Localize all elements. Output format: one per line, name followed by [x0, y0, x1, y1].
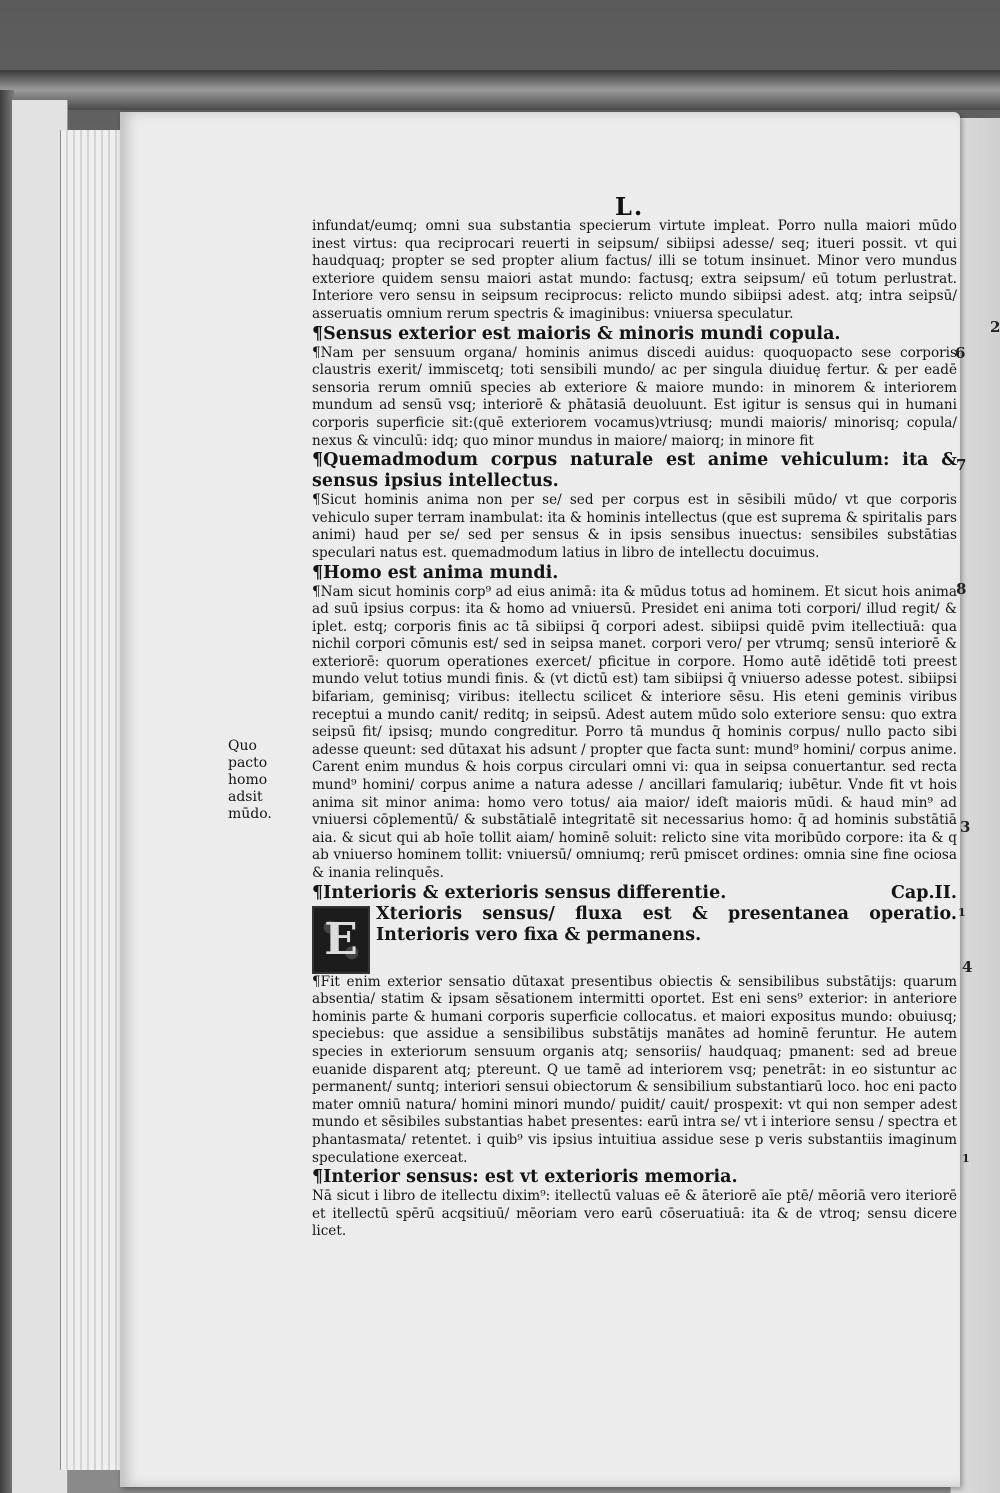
- paragraph: ¶Nam per sensuum organa/ hominis animus discedi auidus: quoquopacto sese corporis claustris exerit/ immiscetq; toti sensibili mundo/ ac per singula diuiduę fertur. & per eadē sensoria rerum omniū species ab exteriore & maiore mundo: in minorem & interiorem mundum ad sensū vsq; interiorē & phātasiā deuoluunt. Est igitur is sensus qui in humani corporis superficie sit:(quē exteriorem vocamus)vtriusq; mundi maioris/ minorisq; copula/ nexus & vinculū: idq; quo minor mundus in maiore/ maiorq; in minore fit: [312, 344, 957, 449]
- margin-number: 3: [960, 818, 971, 836]
- margin-number: 8: [956, 580, 967, 598]
- margin-number: 6: [955, 344, 966, 362]
- decorated-initial: E: [312, 906, 370, 974]
- book-binding-top: [0, 70, 1000, 110]
- section-heading: ¶Homo est anima mundi.: [312, 562, 559, 583]
- margin-number: 1: [958, 906, 966, 919]
- chapter-first-heading: Xterioris sensus/ fluxa est & presentanea operatio. Interioris vero fixa & permanens.: [376, 903, 957, 945]
- chapter-heading: ¶Interioris & exterioris sensus differentie.: [312, 882, 727, 903]
- margin-number: 4: [962, 958, 973, 976]
- chapter-label: Cap.II.: [890, 882, 957, 903]
- main-text-block: [312, 218, 957, 1241]
- chapter-opening: [312, 904, 957, 974]
- paragraph: ¶Sicut hominis anima non per se/ sed per corpus est in sēsibili mūdo/ vt que corporis vehiculo super terram inambulat: ita & hominis intellectus (que est suprema & spiritalis pars animi) haud per se/ sed per sensus & in ipsis sensibus inuectus: sensibiles substātias speculari natus est. quemadmodum latius in libro de intellectu docuimus.: [312, 492, 957, 561]
- paragraph: infundat/eumq; omni sua substantia specierum virtute impleat. Porro nulla maiori mūdo inest virtus: qua reciprocari reuerti in seipsum/ sibiipsi adesse/ seq; itueri possit. vt qui haudquaq; propter se sed propter alium factus/ illi se totum insinuet. Minor vero mundus exteriore quidem sensu maiori astat mundo: factusq; extra seipsum/ eū totum perlustrat. Interiore vero sensu in seipsum reciprocus: relicto mundo sibiipsi adest. atq; intra seipsū/ asseruatis omnium rerum spectris & imaginibus: vniuersa speculatur.: [312, 218, 957, 322]
- section-heading: ¶Sensus exterior est maioris & minoris mundi copula.: [312, 323, 841, 344]
- paragraph: ¶Fit enim exterior sensatio dūtaxat presentibus obiectis & sensibilibus substātijs: quarum absentia/ statim & ipsam sēsationem intermitti oportet. Est eni sens⁹ exterior: in anteriore hominis parte & humani corporis superficie collocatus. et maiori expositus mundo: obuiusq; speciebus: que assidue a sensibilibus substātijs manātes ad hominē feruntur. He autem species in exteriorum sensuum organis atq; sensoriis/ haudquaq; pmanent: sed ad breue euanide disparent atq; ptereunt. Q ue tamē ad interiorem vsq; penetrāt: in eo sistuntur ac permanent/ suntq; interiori sensui obiectorum & sensibilium substantiarū loco. hoc eni pacto mater omniū natura/ homini minori mundo/ puidit/ cauit/ prospexit: vt qui non semper adest mundo et sēsibiles substantias habet presentes: earū intra se/ vt i interiore sensu / spectra et phantasmata/ retentet. i quib⁹ vis ipsius intuitiua assidue sese p veris substantiis imaginum speculatione exerceat.: [312, 973, 957, 1166]
- margin-number: 2: [990, 318, 1000, 336]
- margin-number: 7: [956, 456, 967, 474]
- chapter-heading-row: [312, 883, 957, 904]
- margin-number: 1: [962, 1152, 970, 1165]
- paragraph: ¶Nam sicut hominis corp⁹ ad eius animā: ita & mūdus totus ad hominem. Et sicut hois anima ad suū ipsius corpus: ita & homo ad vniuersū. Presidet eni anima toti corpori/ illud regit/ & iplet. estq; corporis finis ac tā sibiipsi q̄ corpori adest. sibiipsi quidē pvim itellectiuā: qua nichil corpori cōmunis est/ sed in seipsa manet. corpori vero/ per vtrumq; sensū interiorē & exteriorē: quorum operationes exercet/ pficitue in corpore. Homo autē idētidē toti preest mundo velut totius mundi finis. & (vt dictū est) tam sibiipsi q̄ vniuerso adesse potest. sibiipsi bifariam, geminisq; viribus: itellectu scilicet & interiore sēsu. His eteni geminis viribus receptui a mundo canit/ reditq; in seipsū. Adest autem mūdo solo exteriore sensu: quo extra seipsū fit/ ipsisq; mundo congreditur. Porro tā mundus q̄ hominis corpus/ nullo pacto sibi adesse queunt: sed dūtaxat his adsunt / propter que facta sunt: mund⁹ homini/ corpus anime. Carent enim mundus & hois corpus circulari omni vi: qua in seipsa conuertantur. sed recta mund⁹ homini/ corpus anime a natura adesse / ancillari famulariq; iubētur. Vnde fit vt hois anima sit minor anima: homo vero totus/ aia maior/ ideſt maioris mūdi. & haud min⁹ ad vniuersi cōplementū/ & substātialē integritatē sit necessarius homo: q̄ ad hominis substātiā aia. & sicut qui ab hoīe tollit aiam/ hominē soluit: relicto sine vita moribūdo corpore: ita & q ab vniuerso hominem tollit: vniuersū/ omniumq; rerū pmiscet ordines: omnia sine fine ociosa & inania relinquēs.: [312, 583, 957, 881]
- section-heading: ¶Interior sensus: est vt exterioris memoria.: [312, 1167, 738, 1188]
- paragraph: Nā sicut i libro de itellectu dixim⁹: itellectū valuas eē & āteriorē aīe ptē/ mēoriā vero iteriorē et itellectū spērū acqsitiuū/ mēoriam vero earū cōseruatiuā: ita & de vtroq; sensu dicere licet.: [312, 1188, 957, 1240]
- marginal-note: Quo pacto homo adsit mūdo.: [228, 738, 272, 822]
- section-heading: ¶Quemadmodum corpus naturale est anime vehiculum: ita & sensus ipsius intellectus.: [312, 450, 957, 492]
- folio-number: L.: [615, 192, 645, 221]
